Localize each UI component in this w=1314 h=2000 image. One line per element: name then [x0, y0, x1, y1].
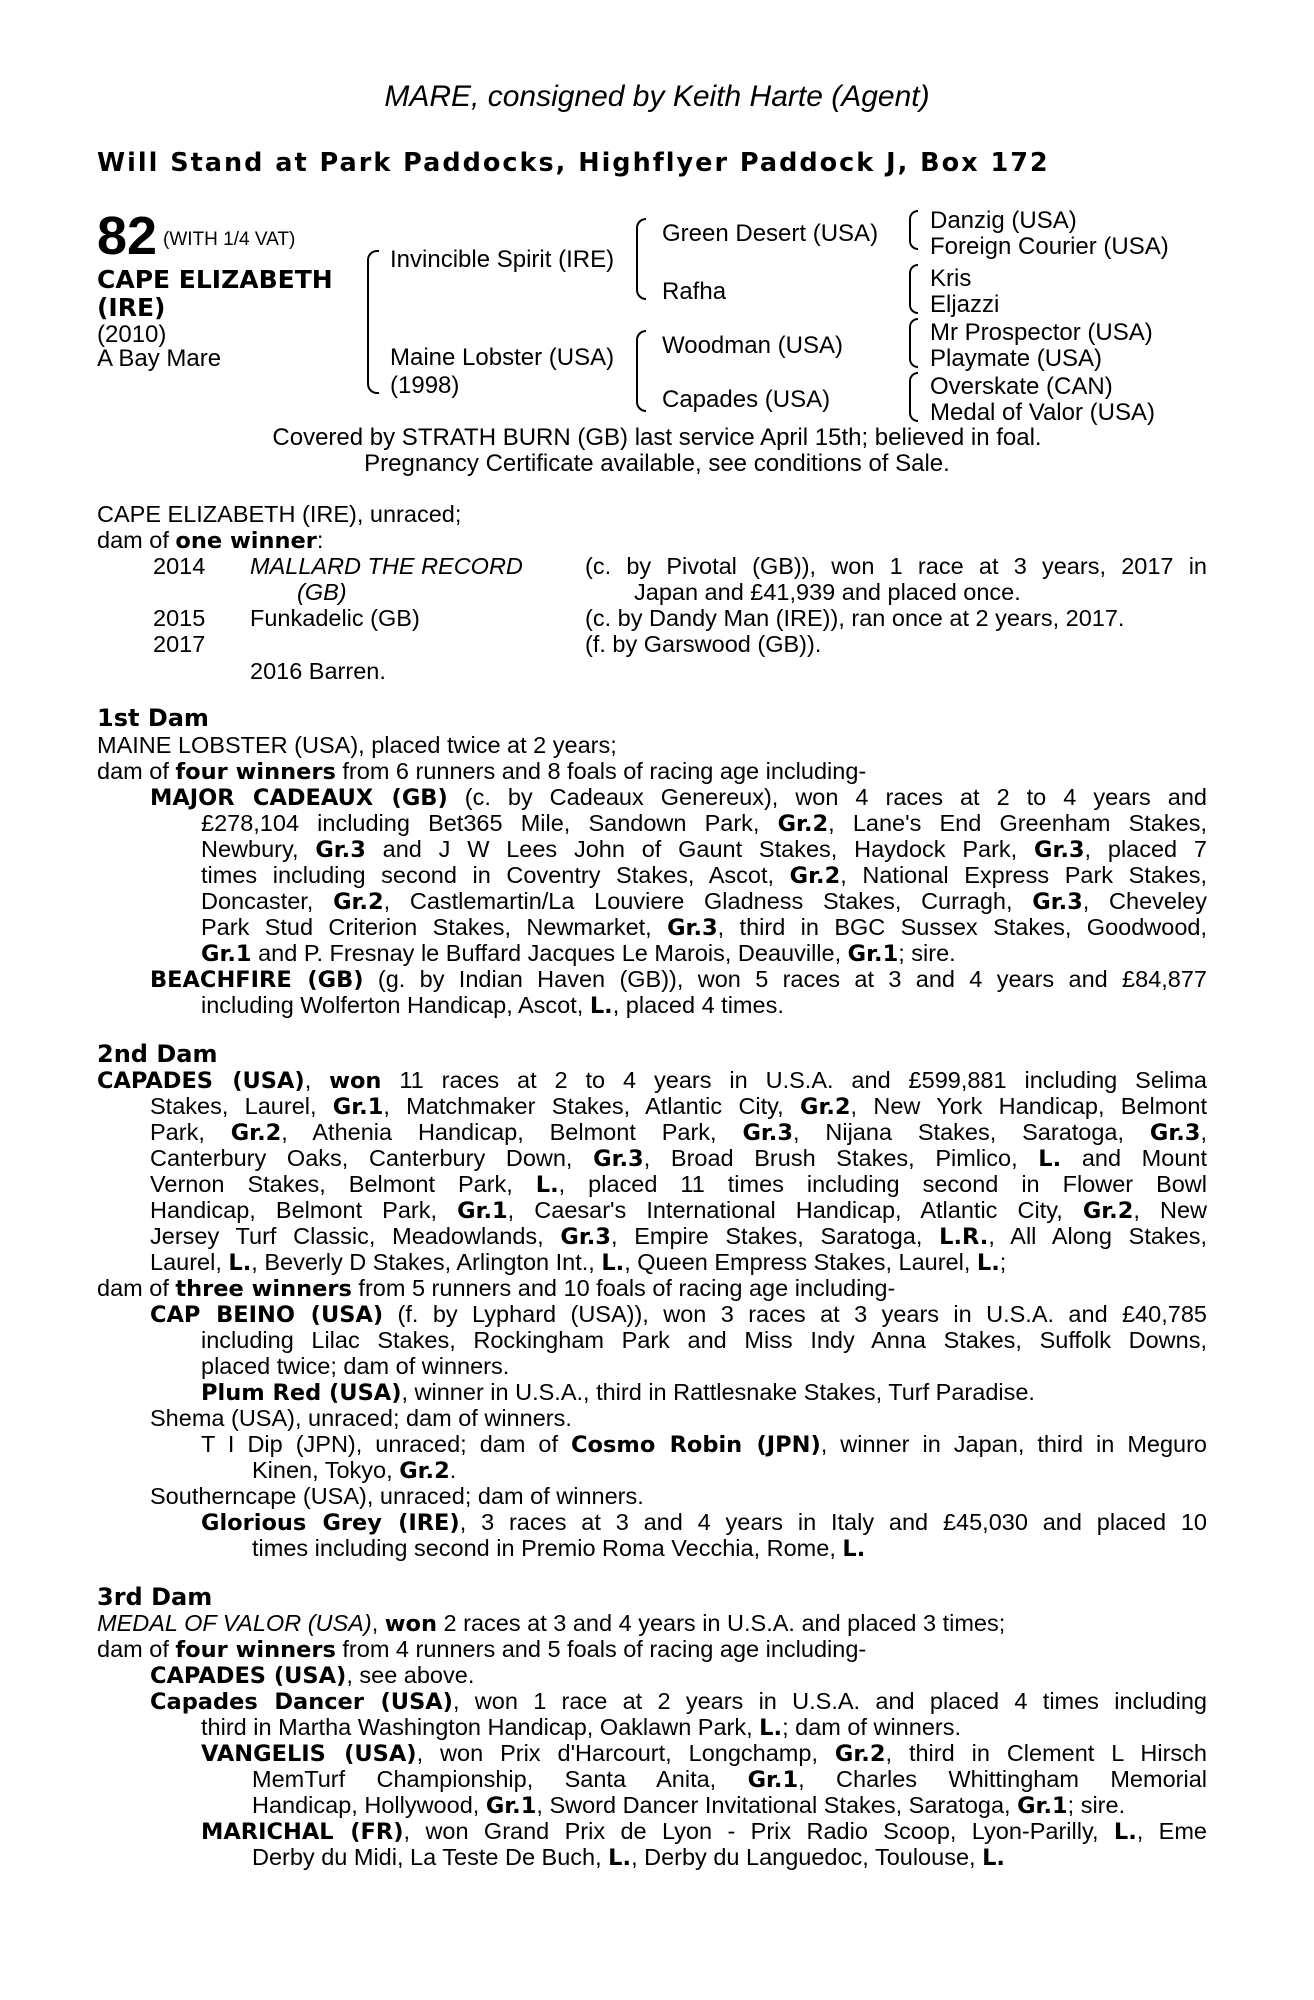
- second-dam-line: CAPADES (USA), won 11 races at 2 to 4 years in U.S.A. and £599,881 including Selima: [97, 1067, 1207, 1094]
- pedigree-brace-dam: [636, 330, 646, 412]
- page-title: MARE, consigned by Keith Harte (Agent): [384, 80, 930, 113]
- produce-dam-of: dam of one winner:: [97, 527, 324, 554]
- second-dam-line: dam of three winners from 5 runners and 10 foals of racing age including-: [97, 1275, 896, 1302]
- first-dam-line: Gr.1 and P. Fresnay le Buffard Jacques Le Marois, Deauville, Gr.1; sire.: [201, 940, 956, 967]
- pedigree-brace-sire: [636, 218, 646, 300]
- second-dam-line: T I Dip (JPN), unraced; dam of Cosmo Robin (JPN), winner in Japan, third in Meguro: [201, 1431, 1208, 1458]
- pedigree-g3: Kris: [930, 265, 972, 292]
- pedigree-dam: Maine Lobster (USA): [390, 344, 615, 371]
- produce-year: 2017: [153, 631, 206, 657]
- second-dam-line: Park, Gr.2, Athenia Handicap, Belmont Park, Gr.3, Nijana Stakes, Saratoga, Gr.3,: [150, 1119, 1207, 1146]
- third-dam-line: MEDAL OF VALOR (USA), won 2 races at 3 and 4 years in U.S.A. and placed 3 times;: [97, 1610, 1006, 1637]
- produce-year: 2014: [153, 553, 206, 579]
- pedigree-sire: Invincible Spirit (IRE): [390, 246, 615, 273]
- produce-desc: (f. by Garswood (GB)).: [585, 631, 822, 657]
- third-dam-line: CAPADES (USA), see above.: [150, 1662, 475, 1689]
- second-dam-line: Glorious Grey (IRE), 3 races at 3 and 4 years in Italy and £45,030 and placed 10: [201, 1509, 1207, 1536]
- second-dam-line: Stakes, Laurel, Gr.1, Matchmaker Stakes, Atlantic City, Gr.2, New York Handicap, Belmont: [150, 1093, 1207, 1120]
- pedigree-brace-main: [367, 250, 379, 394]
- second-dam-line: including Lilac Stakes, Rockingham Park and Miss Indy Anna Stakes, Suffolk Downs,: [201, 1327, 1207, 1353]
- third-dam-line: Capades Dancer (USA), won 1 race at 2 years in U.S.A. and placed 4 times including: [150, 1688, 1207, 1715]
- lot-number: 82: [97, 206, 158, 266]
- third-dam-line: dam of four winners from 4 runners and 5 foals of racing age including-: [97, 1636, 867, 1663]
- pedigree-g5: Mr Prospector (USA): [930, 319, 1153, 346]
- second-dam-line: Jersey Turf Classic, Meadowlands, Gr.3, Empire Stakes, Saratoga, L.R., All Along Stakes,: [150, 1223, 1208, 1250]
- pedigree-g2: Foreign Courier (USA): [930, 233, 1169, 260]
- horse-name: CAPE ELIZABETH: [97, 265, 333, 294]
- produce-name: Funkadelic (GB): [250, 605, 420, 631]
- produce-desc-cont: Japan and £41,939 and placed once.: [634, 579, 1021, 605]
- third-dam-line: third in Martha Washington Handicap, Oaklawn Park, L.; dam of winners.: [201, 1714, 961, 1741]
- pedigree-g6: Playmate (USA): [930, 345, 1103, 372]
- second-dam-line: Laurel, L., Beverly D Stakes, Arlington Int., L., Queen Empress Stakes, Laurel, L.;: [150, 1249, 1007, 1276]
- pedigree-dam-year: (1998): [390, 372, 460, 399]
- first-dam-line: BEACHFIRE (GB) (g. by Indian Haven (GB)), won 5 races at 3 and 4 years and £84,877: [150, 966, 1207, 993]
- pedigree-g1: Danzig (USA): [930, 207, 1077, 234]
- first-dam-line: Newbury, Gr.3 and J W Lees John of Gaunt Stakes, Haydock Park, Gr.3, placed 7: [201, 836, 1207, 863]
- pedigree-g4: Eljazzi: [930, 291, 1000, 318]
- produce-name-suffix: (GB): [297, 579, 347, 605]
- second-dam-line: times including second in Premio Roma Vecchia, Rome, L.: [252, 1535, 866, 1562]
- second-dam-line: Canterbury Oaks, Canterbury Down, Gr.3, Broad Brush Stakes, Pimlico, L. and Mount: [150, 1145, 1207, 1172]
- third-dam-line: Handicap, Hollywood, Gr.1, Sword Dancer Invitational Stakes, Saratoga, Gr.1; sire.: [252, 1792, 1126, 1819]
- cover-note: Covered by STRATH BURN (GB) last service April 15th; believed in foal.: [272, 424, 1042, 451]
- pedigree-g7: Overskate (CAN): [930, 373, 1113, 400]
- second-dam-heading: 2nd Dam: [97, 1040, 218, 1068]
- second-dam-line: Vernon Stakes, Belmont Park, L., placed 11 times including second in Flower Bowl: [150, 1171, 1207, 1198]
- third-dam-heading: 3rd Dam: [97, 1583, 213, 1611]
- first-dam-line: Park Stud Criterion Stakes, Newmarket, Gr.3, third in BGC Sussex Stakes, Goodwood,: [201, 914, 1208, 941]
- pregnancy-note: Pregnancy Certificate available, see conditions of Sale.: [364, 450, 950, 477]
- second-dam-line: placed twice; dam of winners.: [201, 1353, 510, 1379]
- third-dam-line: MemTurf Championship, Santa Anita, Gr.1, Charles Whittingham Memorial: [252, 1766, 1207, 1793]
- pedigree-sire-dam: Rafha: [662, 278, 727, 305]
- horse-year: (2010): [97, 321, 167, 348]
- third-dam-line: MARICHAL (FR), won Grand Prix de Lyon - Prix Radio Scoop, Lyon-Parilly, L., Eme: [201, 1818, 1207, 1845]
- pedigree-brace-g1: [909, 210, 918, 250]
- first-dam-line: MAJOR CADEAUX (GB) (c. by Cadeaux Genereux), won 4 races at 2 to 4 years and: [150, 784, 1207, 811]
- stand-location: Will Stand at Park Paddocks, Highflyer Paddock J, Box 172: [97, 148, 1050, 178]
- first-dam-line: times including second in Coventry Stakes, Ascot, Gr.2, National Express Park Stakes,: [201, 862, 1208, 889]
- pedigree-brace-g3: [909, 318, 918, 368]
- first-dam-line: MAINE LOBSTER (USA), placed twice at 2 years;: [97, 732, 617, 758]
- first-dam-line: including Wolferton Handicap, Ascot, L., placed 4 times.: [201, 992, 784, 1019]
- produce-desc: (c. by Dandy Man (IRE)), ran once at 2 years, 2017.: [585, 605, 1125, 631]
- pedigree-brace-g2: [909, 264, 918, 314]
- produce-barren: 2016 Barren.: [250, 658, 386, 684]
- second-dam-line: Handicap, Belmont Park, Gr.1, Caesar's International Handicap, Atlantic City, Gr.2, New: [150, 1197, 1208, 1224]
- produce-year: 2015: [153, 605, 206, 631]
- pedigree-g8: Medal of Valor (USA): [930, 399, 1155, 426]
- second-dam-line: Kinen, Tokyo, Gr.2.: [252, 1457, 457, 1484]
- third-dam-line: VANGELIS (USA), won Prix d'Harcourt, Longchamp, Gr.2, third in Clement L Hirsch: [201, 1740, 1207, 1767]
- pedigree-brace-g4: [909, 372, 918, 422]
- second-dam-line: CAP BEINO (USA) (f. by Lyphard (USA)), won 3 races at 3 years in U.S.A. and £40,785: [150, 1301, 1207, 1328]
- third-dam-line: Derby du Midi, La Teste De Buch, L., Derby du Languedoc, Toulouse, L.: [252, 1844, 1005, 1871]
- produce-intro: CAPE ELIZABETH (IRE), unraced;: [97, 501, 462, 527]
- horse-country: (IRE): [97, 293, 166, 322]
- first-dam-heading: 1st Dam: [97, 704, 209, 732]
- second-dam-line: Shema (USA), unraced; dam of winners.: [150, 1405, 572, 1431]
- produce-desc: (c. by Pivotal (GB)), won 1 race at 3 years, 2017 in: [585, 553, 1207, 579]
- pedigree-dam-sire: Woodman (USA): [662, 332, 843, 359]
- pedigree-dam-dam: Capades (USA): [662, 386, 831, 413]
- vat-note: (WITH 1/4 VAT): [163, 229, 296, 250]
- second-dam-line: Southerncape (USA), unraced; dam of winners.: [150, 1483, 644, 1509]
- second-dam-line: Plum Red (USA), winner in U.S.A., third in Rattlesnake Stakes, Turf Paradise.: [201, 1379, 1035, 1406]
- first-dam-line: dam of four winners from 6 runners and 8 foals of racing age including-: [97, 758, 867, 785]
- first-dam-line: Doncaster, Gr.2, Castlemartin/La Louviere Gladness Stakes, Curragh, Gr.3, Cheveley: [201, 888, 1208, 915]
- horse-description: A Bay Mare: [97, 345, 222, 372]
- produce-name: MALLARD THE RECORD: [250, 553, 523, 579]
- first-dam-line: £278,104 including Bet365 Mile, Sandown Park, Gr.2, Lane's End Greenham Stakes,: [201, 810, 1207, 837]
- pedigree-sire-sire: Green Desert (USA): [662, 220, 879, 247]
